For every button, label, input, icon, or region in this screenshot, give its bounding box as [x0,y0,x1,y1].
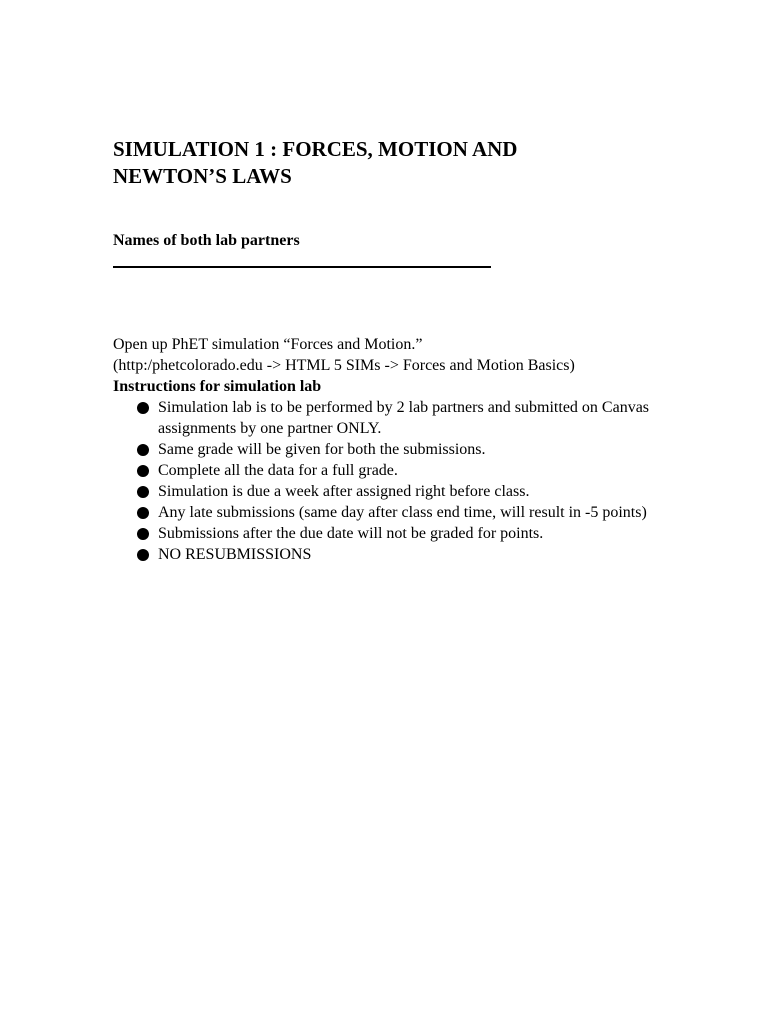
instructions-list [113,397,673,565]
list-item [113,523,658,544]
bullet-icon [137,507,149,519]
list-item [113,460,658,481]
list-item-text: Any late submissions (same day after class end time, will result in -5 points) [158,504,647,521]
document-title: SIMULATION 1 : FORCES, MOTION AND NEWTON’S LAWS [113,137,518,188]
list-item [113,544,658,565]
list-item-text: Simulation is due a week after assigned right before class. [158,483,530,500]
intro-link-line: (http:/phetcolorado.edu -> HTML 5 SIMs -> Forces and Motion Basics) [113,357,575,374]
instructions-heading: Instructions for simulation lab [113,378,322,395]
list-item-text: Complete all the data for a full grade. [158,462,398,479]
intro-line: Open up PhET simulation “Forces and Motion.” [113,336,423,353]
list-item [113,397,658,439]
list-item-text: Simulation lab is to be performed by 2 lab partners and submitted on Canvas assignments by one partner ONLY. [158,399,650,437]
list-item [113,481,658,502]
bullet-icon [137,528,149,540]
list-item [113,502,658,523]
list-item-text: Same grade will be given for both the submissions. [158,441,486,458]
list-item [113,439,658,460]
bullet-icon [137,465,149,477]
list-item-text: NO RESUBMISSIONS [158,546,312,563]
bullet-icon [137,444,149,456]
bullet-icon [137,486,149,498]
partners-label: Names of both lab partners [113,232,300,249]
body-text [113,334,673,565]
partners-blank-line [113,266,491,268]
list-item-text: Submissions after the due date will not be graded for points. [158,525,544,542]
bullet-icon [137,549,149,561]
bullet-icon [137,402,149,414]
